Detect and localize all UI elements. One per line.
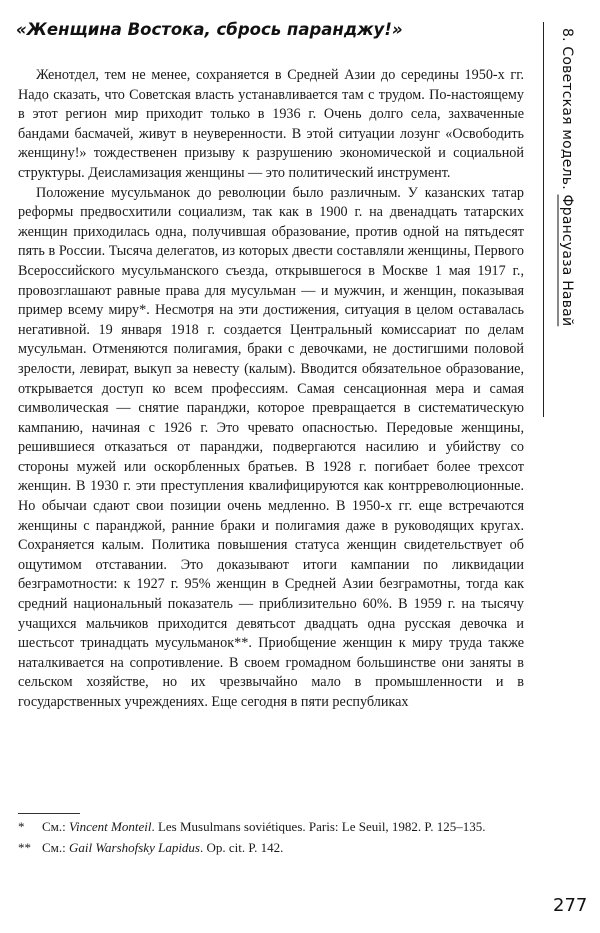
footnote-author: Gail Warshofsky Lapidus xyxy=(69,840,200,855)
footnote xyxy=(18,818,526,835)
paragraph: Женотдел, тем не менее, сохраняется в Средней Азии до середины 1950-х гг. Надо сказать, что Советская власть устанавливается там с трудом. По-настоящему в этот регион мир приходит только в 1936 г. Очень долго села, захваченные бандами басмачей, живут в неуверенности. В этой ситуации лозунг «Освободить женщину!» тождественен призыву к разрушению экономической и социальной структуры. Деисламизация женщины — это политический инструмент. xyxy=(18,67,524,181)
footnote-author: Vincent Monteil xyxy=(69,819,152,834)
running-header-rule xyxy=(543,22,544,417)
footnote xyxy=(18,839,526,856)
section-heading: «Женщина Востока, сбрось паранджу!» xyxy=(16,20,403,39)
paragraph: Положение мусульманок до революции было различным. У казанских татар реформы предвосхитили социализм, так как в 1900 г. на двенадцать татарских женщин приходилась одна, получившая образование, против одной на пятьдесят пять в России. Тысяча делегатов, из которых двести составляли женщины, Первого Всероссийского мусульманского съезда, открывшегося в Москве 1 мая 1917 г., провозглашают равные права для мусульман — и мужчин, и женщин, показывая пример всему миру*. Несмотря на эти достижения, ситуация в целом оставалась негативной. 19 января 1918 г. создается Центральный комиссариат по делам мусульман. Отменяются полигамия, браки с девочками, не достигшими половой зрелости, левират, выкуп за невесту (калым). Вводится обязательное образование, открывается доступ ко всем профессиям. Самая сенсационная мера и самая символическая — снятие паранджи, которое превращается в систематическую кампанию, начиная с 1926 г. Это чревато опасностью. Передовые женщины, решившиеся отказаться от паранджи, подвергаются насилию и убийству со стороны мужей или оскорбленных братьев. В 1928 г. погибает более трехсот женщин. В 1930 г. эти преступления квалифицируются как контрреволюционные. Но обычаи сдают свои позиции очень медленно. В 1950-х гг. еще встречаются женщины с паранджой, ранние браки и полигамия даже в руководящих кругах. Сохраняется калым. Политика повышения статуса женщин свидетельствует об ощутимом отставании. Это доказывают итоги кампании по ликвидации безграмотности: к 1927 г. 95% женщин в Средней Азии безграмотны, тогда как средний национальный показатель — приблизительно 60%. В 1959 г. на тысячу учащихся мальчиков приходится девятьсот двадцать одна русская девочка и шестьсот тринадцать мусульманок**. Приобщение женщин к миру труда также наталкивается на сопротивление. В своем громадном большинстве они заняты в сельском хозяйстве, но их чрезвычайно мало в промышленности и в государственных учреждениях. Еще сегодня в пяти республиках xyxy=(18,184,524,710)
footnote-citation: . Les Musulmans soviétiques. Paris: Le Seuil, 1982. P. 125–135. xyxy=(151,819,486,834)
running-header-author: Франсуаза Навай xyxy=(559,194,575,327)
running-header-chapter: 8. Советская модель. xyxy=(559,28,575,195)
footnote-mark: ** xyxy=(18,840,31,855)
footnote-divider xyxy=(18,813,80,814)
footnotes xyxy=(18,818,526,860)
footnote-mark: * xyxy=(18,819,25,834)
footnote-citation: . Op. cit. P. 142. xyxy=(200,840,284,855)
footnote-prefix: См.: xyxy=(42,840,70,855)
body-text xyxy=(18,66,524,713)
page-number: 277 xyxy=(553,895,588,916)
running-header xyxy=(559,28,575,326)
footnote-prefix: См.: xyxy=(42,819,70,834)
